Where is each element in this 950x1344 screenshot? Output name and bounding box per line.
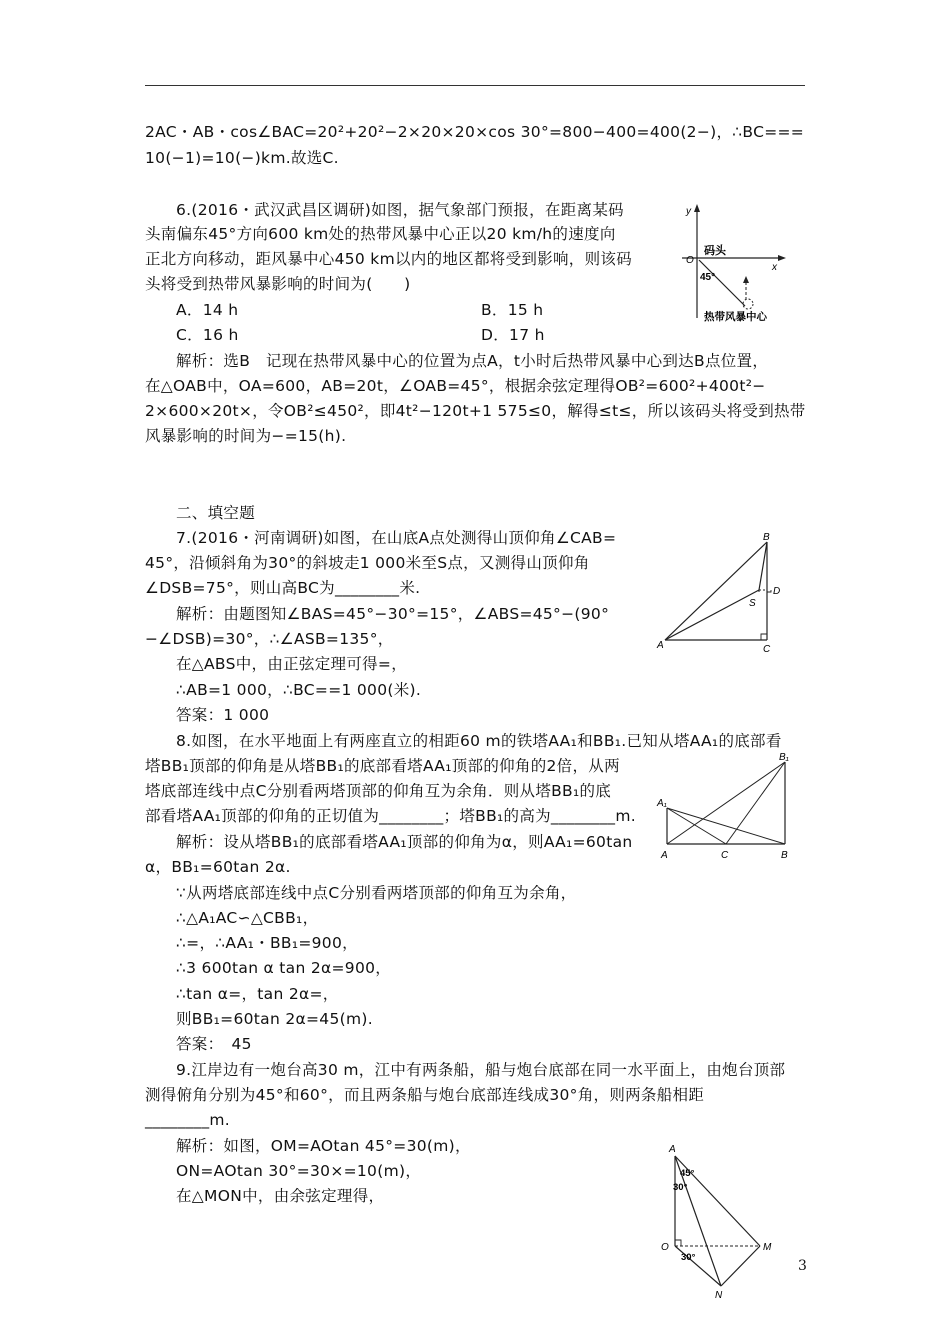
text-line: ________m. <box>145 1111 231 1129</box>
solution-6: 解析：选B 记现在热带风暴中心的位置为点A，t小时后热带风暴中心到达B点位置， <box>176 352 769 370</box>
fig7-a-label: A <box>657 640 664 651</box>
fig8-b-label: B <box>781 850 788 861</box>
fig9-45-label: 45° <box>680 1168 695 1179</box>
fig8-b1-label: B₁ <box>779 752 789 763</box>
text-line: ∵从两塔底部连线中点C分别看两塔顶部的仰角互为余角， <box>176 884 577 902</box>
text-line: ON=AOtan 30°=30×=10(m)， <box>176 1162 422 1180</box>
text-line: 风暴影响的时间为−=15(h). <box>145 427 347 445</box>
text-line: α，BB₁=60tan 2α. <box>145 858 291 876</box>
fig9-m-label: M <box>763 1242 772 1253</box>
fig6-o-label: O <box>686 255 694 266</box>
header-rule <box>145 85 805 86</box>
fig6-storm-label: 热带风暴中心 <box>704 311 767 323</box>
text-line: 塔BB₁顶部的仰角是从塔BB₁的底部看塔AA₁顶部的仰角的2倍，从两 <box>145 757 620 775</box>
fig8-a1-label: A₁ <box>657 798 667 809</box>
option-a: A．14 h <box>176 301 239 319</box>
answer-7: 答案：1 000 <box>176 706 270 724</box>
text-line: 部看塔AA₁顶部的仰角的正切值为________；塔BB₁的高为________m. <box>145 807 636 825</box>
text-line: ∠DSB=75°，则山高BC为________米. <box>145 579 421 597</box>
text-line: ∴3 600tan α tan 2α=900， <box>176 959 392 977</box>
text-line: 塔底部连线中点C分别看两塔顶部的仰角互为余角．则从塔BB₁的底 <box>145 782 612 800</box>
figure-8-towers-diagram <box>655 748 800 863</box>
option-c: C．16 h <box>176 326 239 344</box>
figure-9-cannon-diagram <box>655 1140 785 1300</box>
figure-6-storm-diagram <box>668 200 798 325</box>
page-number: 3 <box>798 1258 807 1274</box>
text-line: ∴=，∴AA₁・BB₁=900， <box>176 934 358 952</box>
fig8-a-label: A <box>661 850 668 861</box>
fig7-d-label: D <box>773 586 781 597</box>
text-line: ∴△A₁AC∽△CBB₁， <box>176 909 319 927</box>
solution-9: 解析：如图，OM=AOtan 45°=30(m)， <box>176 1137 471 1155</box>
fig6-x-label: x <box>772 262 777 273</box>
text-line: 在△OAB中，OA=600，AB=20t，∠OAB=45°，根据余弦定理得OB²=600²+400t²− <box>145 377 766 395</box>
fig9-30-top-label: 30° <box>673 1182 688 1193</box>
fig9-30-bottom-label: 30° <box>681 1252 696 1263</box>
text-line: 头将受到热带风暴影响的时间为( ) <box>145 275 411 293</box>
text-line: 测得俯角分别为45°和60°，而且两条船与炮台底部连线成30°角，则两条船相距 <box>145 1086 705 1104</box>
section-heading: 二、填空题 <box>176 504 256 522</box>
text-line: 正北方向移动，距风暴中心450 km以内的地区都将受到影响，则该码 <box>145 250 632 268</box>
text-line: 头南偏东45°方向600 km处的热带风暴中心正以20 km/h的速度向 <box>145 225 616 243</box>
fig9-o-label: O <box>661 1242 669 1253</box>
fig7-s-label: S <box>749 598 756 609</box>
text-line: ∴AB=1 000，∴BC==1 000(米). <box>176 681 422 699</box>
question-6: 6.(2016・武汉武昌区调研)如图，据气象部门预报，在距离某码 <box>176 201 624 219</box>
fig6-angle-label: 45° <box>700 272 716 283</box>
question-8: 8.如图，在水平地面上有两座直立的相距60 m的铁塔AA₁和BB₁.已知从塔AA₁的底部看 <box>176 732 782 750</box>
text-line: 2×600×20t×，令OB²≤450²，即4t²−120t+1 575≤0，解得≤t≤，所以该码头将受到热带 <box>145 402 806 420</box>
figure-7-mountain-diagram <box>655 530 785 655</box>
question-9: 9.江岸边有一炮台高30 m，江中有两条船，船与炮台底部在同一水平面上，由炮台顶部 <box>176 1061 786 1079</box>
text-line: −∠DSB)=30°，∴∠ASB=135°， <box>145 630 394 648</box>
solution-8: 解析：设从塔BB₁的底部看塔AA₁顶部的仰角为α，则AA₁=60tan <box>176 833 633 851</box>
text-line: 10(−1)=10(−)km.故选C. <box>145 149 339 167</box>
solution-7: 解析：由题图知∠BAS=45°−30°=15°，∠ABS=45°−(90° <box>176 605 610 623</box>
text-line: ∴tan α=，tan 2α=， <box>176 985 339 1003</box>
fig9-n-label: N <box>715 1290 723 1300</box>
text-line: 45°，沿倾斜角为30°的斜坡走1 000米至S点，又测得山顶仰角 <box>145 554 590 572</box>
fig6-dock-label: 码头 <box>704 245 726 257</box>
fig6-y-label: y <box>686 206 691 217</box>
text-line: 2AC・AB・cos∠BAC=20²+20²−2×20×20×cos 30°=800−400=400(2−)，∴BC=== <box>145 123 805 141</box>
fig7-c-label: C <box>763 644 771 655</box>
fig8-c-label: C <box>721 850 729 861</box>
option-b: B．15 h <box>481 301 544 319</box>
text-line: 在△MON中，由余弦定理得， <box>176 1187 385 1205</box>
fig9-a-label: A <box>669 1144 676 1155</box>
option-d: D．17 h <box>481 326 545 344</box>
fig7-b-label: B <box>763 532 770 543</box>
question-7: 7.(2016・河南调研)如图，在山底A点处测得山顶仰角∠CAB= <box>176 529 617 547</box>
answer-8: 答案： 45 <box>176 1035 252 1053</box>
text-line: 则BB₁=60tan 2α=45(m). <box>176 1010 373 1028</box>
text-line: 在△ABS中，由正弦定理可得=， <box>176 655 408 673</box>
